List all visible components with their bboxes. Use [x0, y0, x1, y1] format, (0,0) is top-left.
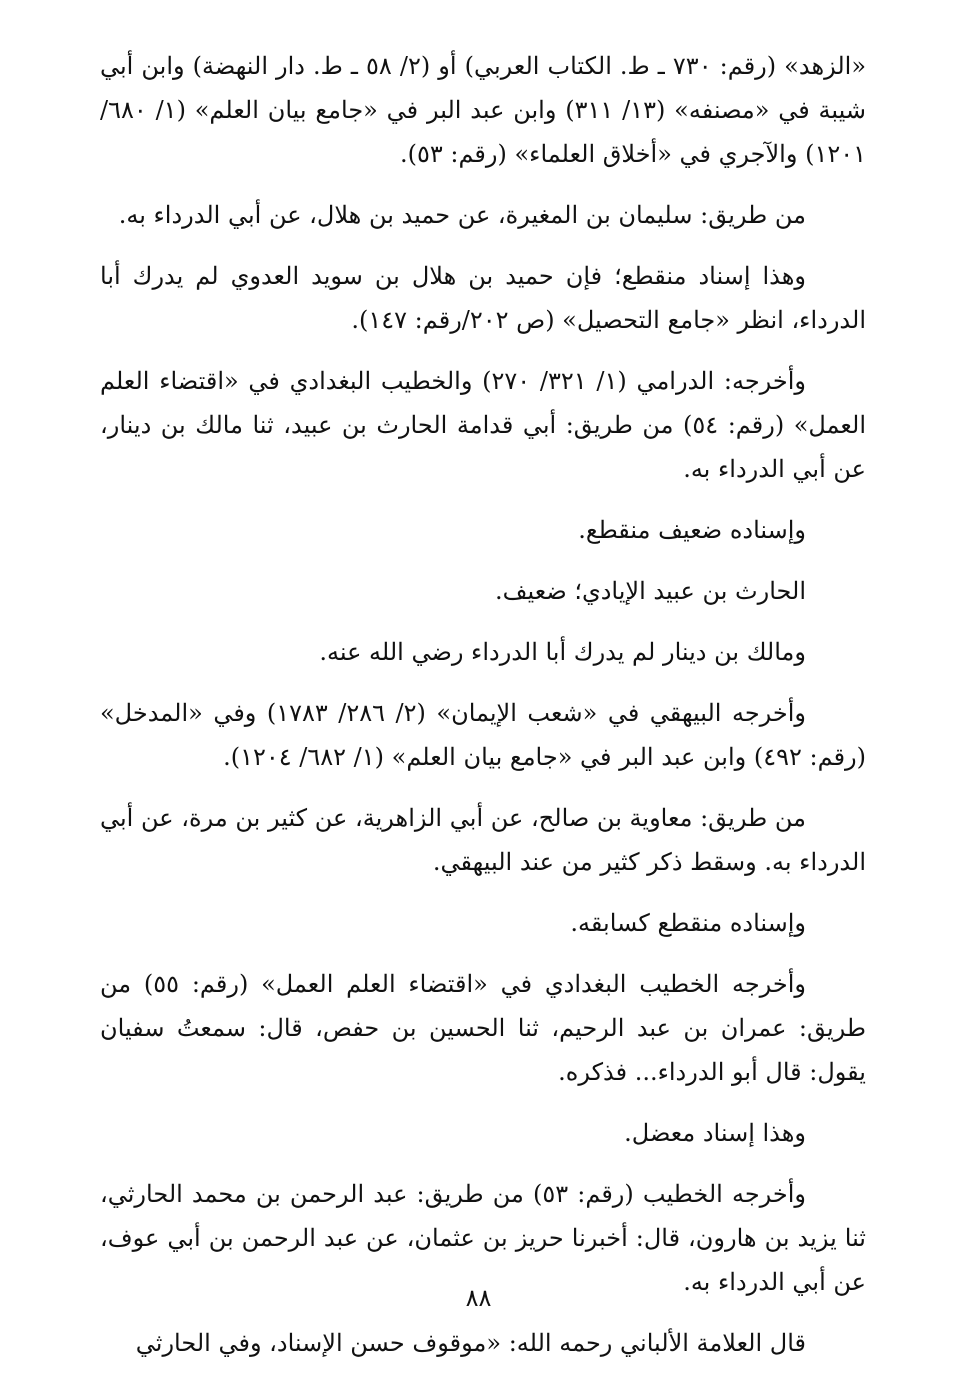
paragraph-muawiya-chain: من طريق: معاوية بن صالح، عن أبي الزاهرية، عن كثير بن مرة، عن أبي الدرداء به. وسقط ذكر كثير من عند البيهقي.	[100, 804, 866, 876]
paragraph-harith-daif: الحارث بن عبيد الإيادي؛ ضعيف.	[495, 577, 806, 605]
paragraph-zuhd-references: «الزهد» (رقم: ٧٣٠ ـ ط. الكتاب العربي) أو (٢/ ٥٨ ـ ط. دار النهضة) وابن أبي شيبة في «مصنفه» (١٣/ ٣١١) وابن عبد البر في «جامع بيان العلم» (١/ ٦٨٠/ ١٢٠١) والآجري في «أخلاق العلماء» (رقم: ٥٣).	[100, 52, 867, 168]
paragraph-munqati-similar: وإسناده منقطع كسابقه.	[570, 909, 806, 937]
paragraph-sulayman-chain: من طريق: سليمان بن المغيرة، عن حميد بن هلال، عن أبي الدرداء به.	[118, 201, 806, 229]
paragraph-daif-munqati: وإسناده ضعيف منقطع.	[578, 516, 806, 544]
paragraph-khatib-imran: وأخرجه الخطيب البغدادي في «اقتضاء العلم العمل» (رقم: ٥٥) من طريق: عمران بن عبد الرحيم، ثنا الحسين بن حفص، قال: سمعتُ سفيان يقول: قال أبو الدرداء... فذكره.	[100, 970, 866, 1086]
paragraph-malik-dinar: ومالك بن دينار لم يدرك أبا الدرداء رضي الله عنه.	[319, 638, 806, 666]
paragraph-munqati-humaid: وهذا إسناد منقطع؛ فإن حميد بن هلال بن سويد العدوي لم يدرك أبا الدرداء، انظر «جامع التحصيل» (ص ٢٠٢/رقم: ١٤٧).	[100, 262, 866, 334]
paragraph-khatib-harithi: وأخرجه الخطيب (رقم: ٥٣) من طريق: عبد الرحمن بن محمد الحارثي، ثنا يزيد بن هارون، قال: أخبرنا حريز بن عثمان، عن عبد الرحمن بن أبي عوف، عن أبي الدرداء به.	[100, 1180, 866, 1296]
paragraph-darimi-khatib: وأخرجه: الدرامي (١/ ٣٢١/ ٢٧٠) والخطيب البغدادي في «اقتضاء العلم العمل» (رقم: ٥٤) من طريق: أبي قدامة الحارث بن عبيد، ثنا مالك بن دينار، عن أبي الدرداء به.	[100, 367, 866, 483]
paragraph-muadal: وهذا إسناد معضل.	[624, 1119, 806, 1147]
page-number: ٨٨	[465, 1284, 492, 1312]
page-body-text	[100, 44, 866, 1382]
paragraph-albani-quote: قال العلامة الألباني رحمه الله: «موقوف حسن الإسناد، وفي الحارثي	[135, 1329, 806, 1357]
paragraph-bayhaqi-references: وأخرجه البيهقي في «شعب الإيمان» (٢/ ٢٨٦/ ١٧٨٣) وفي «المدخل» (رقم: ٤٩٢) وابن عبد البر في «جامع بيان العلم» (١/ ٦٨٢/ ١٢٠٤).	[100, 699, 866, 771]
